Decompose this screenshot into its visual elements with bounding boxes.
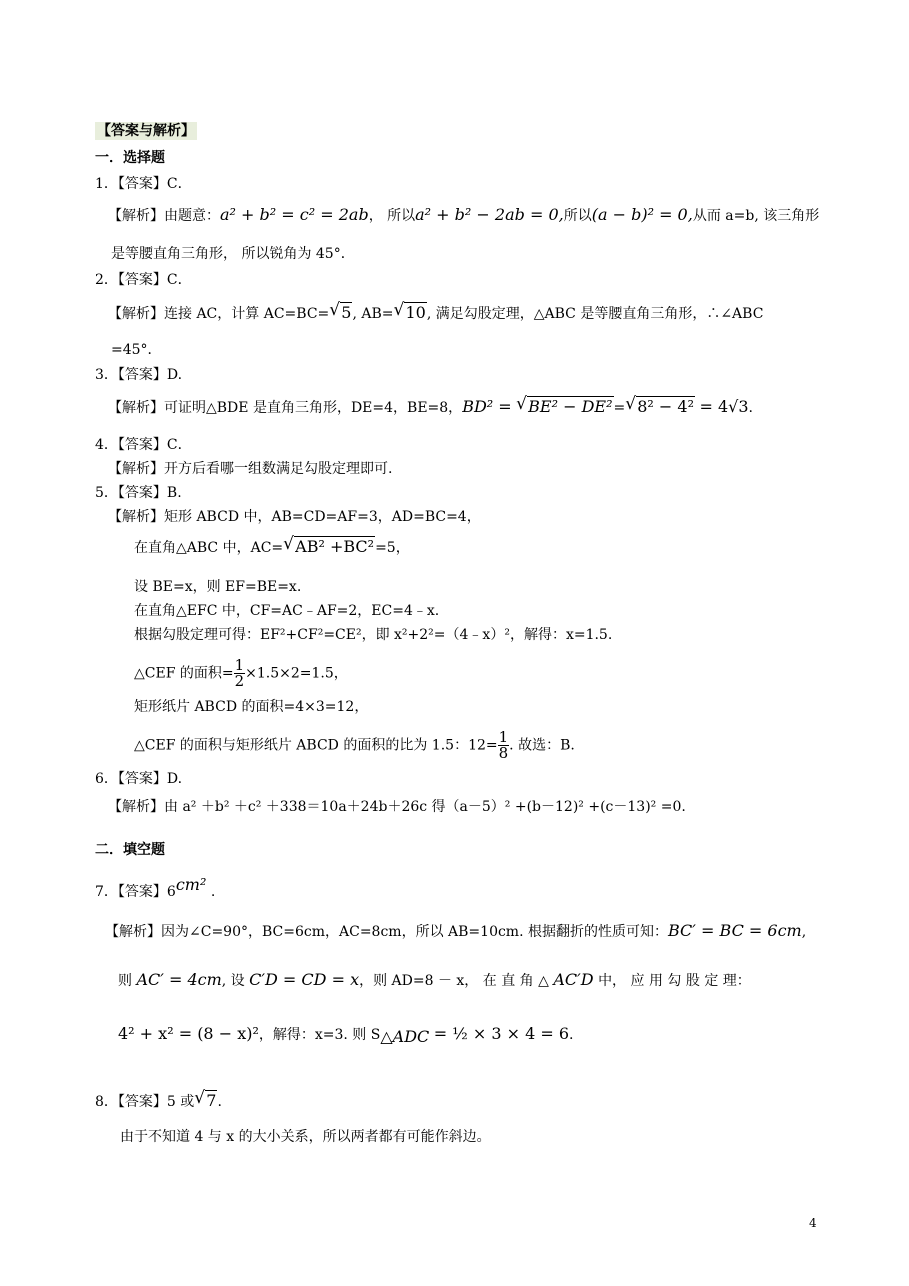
q1-answer: 1．【答案】C．: [95, 176, 192, 192]
section-title-fill: 二．填空题: [95, 842, 165, 858]
q5-sqrt: √ AB² +BC²: [283, 538, 375, 556]
q1-explanation-line2: 是等腰直角三角形， 所以锐角为 45°．: [111, 246, 355, 262]
sqrt-7: √ 7: [194, 1092, 217, 1110]
q3-answer: 3．【答案】D.: [95, 367, 183, 383]
q6-answer: 6．【答案】D.: [95, 771, 183, 787]
q1-explanation-line1: 【解析】由题意：a² + b² = c² = 2ab， 所以a² + b² − 2ab = 0,所以(a − b)² = 0,从而 a=b, 该三角形: [108, 205, 820, 224]
q5-answer: 5．【答案】B.: [95, 485, 182, 501]
q5-explanation-line7: 矩形纸片 ABCD 的面积=4×3=12，: [134, 699, 369, 715]
q3-explanation: 【解析】可证明△BDE 是直角三角形，DE=4，BE=8，BD² = √ BE² − DE²=√ 8² − 4² = 4√3.: [108, 398, 753, 417]
q7-explanation-line2: 则 AC′ = 4cm, 设 C′D = CD = x，则 AD=8 － x， 在 直 角 △ AC′D 中， 应 用 勾 股 定 理：: [118, 970, 751, 989]
q3-formula-1: BD² =: [462, 397, 512, 416]
q4-answer: 4．【答案】C．: [95, 437, 192, 453]
sqrt-10: √ 10: [393, 304, 426, 322]
fraction-one-half: $\frac{1}{2}$: [234, 656, 245, 690]
q5-explanation-line1: 【解析】矩形 ABCD 中，AB=CD=AF=3，AD=BC=4，: [108, 509, 481, 525]
q7-formula-2: AC′ = 4cm: [136, 970, 222, 989]
q7-formula-1: BC′ = BC = 6cm: [668, 921, 802, 940]
q2-explanation-line1: 【解析】连接 AC，计算 AC=BC=√ 5, AB=√ 10, 满足勾股定理，△ABC 是等腰直角三角形，∴∠ABC: [108, 304, 763, 323]
q7-answer: 7．【答案】6cm² .: [95, 875, 216, 900]
q5-explanation-line5: 根据勾股定理可得：EF²+CF²=CE²，即 x²+2²=（4﹣x）²，解得：x=1.5.: [134, 627, 613, 643]
q7-formula-6: = ½ × 3 × 4 = 6: [433, 1024, 570, 1043]
section-title-choice: 一．选择题: [95, 150, 165, 166]
q7-subscript: △ADC: [380, 1027, 430, 1046]
q3-sqrt-2: √ 8² − 4²: [625, 398, 695, 416]
q7-formula-4: AC′D: [553, 970, 594, 989]
q7-formula-3: C′D = CD = x: [249, 970, 360, 989]
q1-formula-3: (a − b)² = 0,: [591, 205, 693, 224]
q1-formula-1: a² + b² = c² = 2ab: [220, 205, 369, 224]
q4-explanation: 【解析】开方后看哪一组数满足勾股定理即可.: [108, 461, 393, 477]
q6-explanation: 【解析】由 a² ＋b² ＋c² ＋338＝10a＋24b＋26c 得（a－5）² +(b－12)² +(c－13)² =0.: [108, 799, 686, 815]
q2-answer: 2．【答案】C．: [95, 272, 192, 288]
q3-formula-2: = 4√3: [699, 397, 749, 416]
q5-explanation-line3: 设 BE=x，则 EF=BE=x.: [134, 579, 302, 595]
fraction-one-eighth: $\frac{1}{8}$: [498, 728, 509, 762]
q7-formula-5: 4² + x² = (8 − x)²: [118, 1024, 259, 1043]
q5-explanation-line6: △CEF 的面积= $\frac{1}{2}$ ×1.5×2=1.5，: [134, 656, 348, 690]
q8-answer: 8．【答案】5 或√ 7.: [95, 1092, 222, 1111]
sqrt-5: √ 5: [329, 304, 352, 322]
q2-explanation-line2: =45°．: [111, 342, 162, 358]
q7-explanation-line1: 【解析】因为∠C=90°，BC=6cm，AC=8cm，所以 AB=10cm. 根据翻折的性质可知：BC′ = BC = 6cm,: [105, 921, 807, 940]
answer-analysis-header: 【答案与解析】: [97, 123, 195, 139]
page-number: 4: [809, 1216, 817, 1230]
q8-explanation: 由于不知道 4 与 x 的大小关系，所以两者都有可能作斜边。: [120, 1129, 491, 1145]
q5-explanation-line4: 在直角△EFC 中，CF=AC﹣AF=2，EC=4﹣x.: [134, 603, 440, 619]
q5-explanation-line2: 在直角△ABC 中，AC=√ AB² +BC²=5，: [134, 538, 410, 557]
q7-explanation-line3: 4² + x² = (8 − x)²，解得：x=3. 则 $S_{\triangle ADC}$ = ½ × 3 × 4 = 6.: [118, 1024, 574, 1046]
q5-explanation-line8: △CEF 的面积与矩形纸片 ABCD 的面积的比为 1.5：12= $\frac{1}{8}$ . 故选：B.: [134, 728, 575, 762]
q7-unit: cm²: [175, 875, 207, 894]
q3-sqrt-1: √ BE² − DE²: [516, 398, 613, 416]
q1-formula-2: a² + b² − 2ab = 0,: [415, 205, 564, 224]
